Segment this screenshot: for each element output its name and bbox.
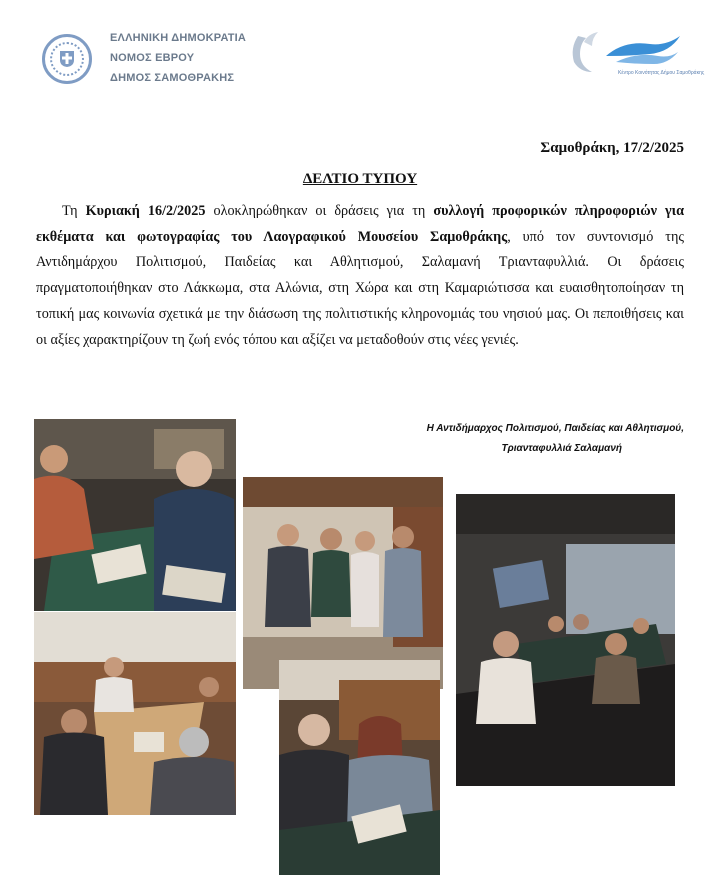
body-text-run: Τη (62, 203, 86, 219)
signature-name: Τριανταφυλλιά Σαλαμανή (501, 443, 622, 454)
letterhead (42, 28, 246, 88)
issuer-block (110, 28, 246, 88)
issuer-country: ΕΛΛΗΝΙΚΗ ΔΗΜΟΚΡΑΤΙΑ (110, 32, 247, 44)
issuer-municipality: ΔΗΜΟΣ ΣΑΜΟΘΡΑΚΗΣ (110, 72, 235, 84)
greek-coat-of-arms-icon (42, 34, 92, 84)
photo-elder-and-woman (279, 660, 440, 875)
photo-group-portrait (243, 477, 443, 689)
date-line: Σαμοθράκη, 17/2/2025 (540, 140, 684, 156)
body-text-run: , υπό τον συντονισμό της Αντιδημάρχου Πολιτισμού, Παιδείας και Αθλητισμού, Σαλαμανή Τριανταφυλλιά. Οι δράσεις πραγματοποιήθηκαν στο Λάκκωμα, στα Αλώνια, στη Χώρα και στη Καμαριώτισσα και ευαισθητοποίησαν τη τοπική μας κοινωνία σχετικά με την διάσωση της πολιτιστικής κληρονομιάς του νησιού μας. Οι πεποιθήσεις και οι αξίες χαρακτηρίζουν τη ζωή ενός τόπου και αξίζει να μεταδοθούν στις νέες γενιές. (36, 228, 684, 348)
issuer-prefecture: ΝΟΜΟΣ ΕΒΡΟΥ (110, 52, 195, 64)
logo-caption: Κέντρο Κοινότητας Δήμου Σαμοθράκης (618, 70, 705, 76)
photo-cafe-gathering (456, 494, 675, 786)
body-text-run: ολοκληρώθηκαν οι δράσεις για τη (205, 203, 434, 219)
press-release-body (36, 199, 684, 353)
signature-block (427, 419, 684, 459)
photo-interview-table (34, 612, 236, 815)
signature-title: Η Αντιδήμαρχος Πολιτισμού, Παιδείας και Αθλητισμού, (426, 423, 684, 434)
body-paragraph (36, 199, 684, 353)
body-topic-bold: συλλογή προφορικών πληροφοριών για εκθέματα και φωτογραφίας του Λαογραφικού Μουσείου Σαμοθράκης (36, 203, 684, 245)
body-date-bold: Κυριακή 16/2/2025 (85, 203, 206, 219)
document-title: ΔΕΛΤΙΟ ΤΥΠΟΥ (302, 171, 418, 187)
photo-archive-review (34, 419, 236, 611)
